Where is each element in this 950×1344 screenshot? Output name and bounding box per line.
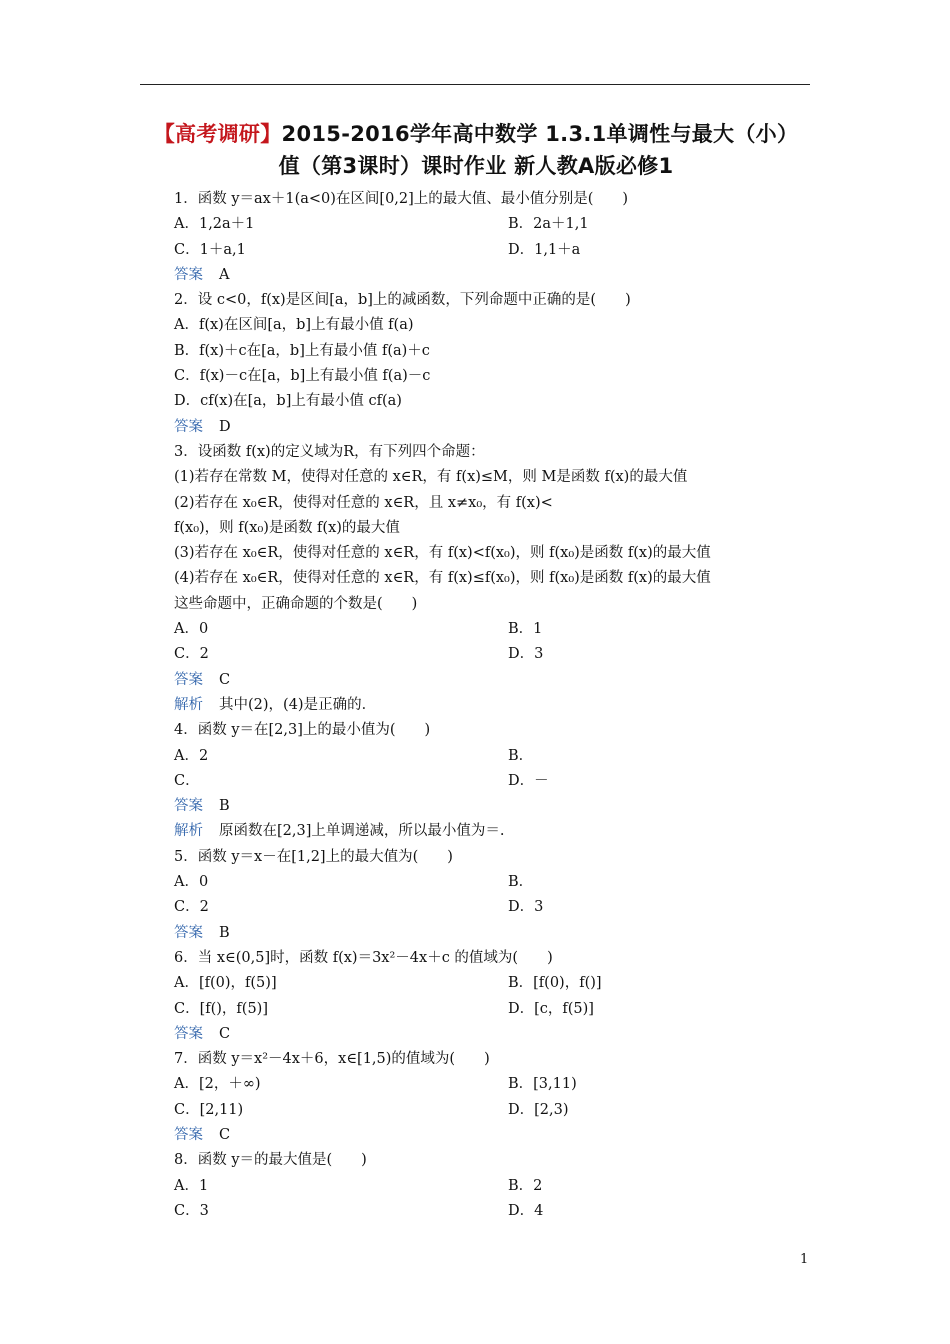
q4-options-cd	[174, 769, 810, 794]
q7-answer-value: C	[219, 1126, 231, 1143]
q8-option-d: D．4	[508, 1202, 544, 1219]
q8-options-cd	[174, 1199, 810, 1224]
q2-stem: 2．设 c<0，f(x)是区间[a，b]上的减函数，下列命题中正确的是( )	[174, 292, 631, 309]
q3-options-ab	[174, 617, 810, 642]
q6-stem: 6．当 x∈(0,5]时，函数 f(x)＝3x²－4x＋c 的值域为( )	[174, 949, 553, 966]
q6-options-ab	[174, 971, 810, 996]
q4-answer	[174, 794, 810, 819]
q7-option-c: C．[2,11)	[174, 1101, 244, 1118]
q4-stem: 4．函数 y＝在[2,3]上的最小值为( )	[174, 722, 431, 739]
q2-option-d: D．cf(x)在[a，b]上有最小值 cf(a)	[174, 393, 402, 410]
q5-option-d: D．3	[508, 899, 544, 916]
q3-answer	[174, 668, 810, 693]
q8-stem: 8．函数 y＝的最大值是( )	[174, 1152, 367, 1169]
q7-option-d: D．[2,3)	[508, 1101, 569, 1118]
q3-option-c: C．2	[174, 646, 209, 663]
answer-label: 答案	[174, 1025, 203, 1042]
exercise-content	[174, 187, 810, 1224]
answer-label: 答案	[174, 671, 203, 688]
analysis-label: 解析	[174, 823, 203, 840]
title-line-1	[140, 118, 812, 150]
page-title	[140, 118, 812, 182]
q3-stem: 3．设函数 f(x)的定义域为R，有下列四个命题：	[174, 443, 485, 460]
q6-options-cd	[174, 997, 810, 1022]
q8-options-ab	[174, 1174, 810, 1199]
q8-option-c: C．3	[174, 1202, 209, 1219]
q3-proposition-1: (1)若存在常数 M，使得对任意的 x∈R，有 f(x)≤M，则 M是函数 f(x)的最大值	[174, 469, 688, 486]
q3-option-d: D．3	[508, 646, 544, 663]
title-tag: 【高考调研】	[153, 122, 282, 146]
q7-options-cd	[174, 1098, 810, 1123]
answer-label: 答案	[174, 798, 203, 815]
answer-label: 答案	[174, 266, 203, 283]
q4-option-a: A．2	[174, 747, 209, 764]
answer-label: 答案	[174, 1126, 203, 1143]
q3-answer-value: C	[219, 671, 231, 688]
q7-option-a: A．[2，＋∞)	[174, 1076, 261, 1093]
q6-option-a: A．[f(0)，f(5)]	[174, 975, 277, 992]
q7-option-b: B．[3,11)	[508, 1076, 577, 1093]
title-line-1-text: 2015-2016学年高中数学 1.3.1单调性与最大（小）	[281, 122, 799, 146]
q5-stem: 5．函数 y＝x－在[1,2]上的最大值为( )	[174, 848, 453, 865]
q3-proposition-4: (4)若存在 x₀∈R，使得对任意的 x∈R，有 f(x)≤f(x₀)，则 f(x₀)是函数 f(x)的最大值	[174, 570, 711, 587]
answer-label: 答案	[174, 924, 203, 941]
q5-options-ab	[174, 870, 810, 895]
q2-option-a: A．f(x)在区间[a，b]上有最小值 f(a)	[174, 317, 414, 334]
q3-options-cd	[174, 642, 810, 667]
q1-option-d: D．1,1＋a	[508, 241, 581, 258]
q2-option-b: B．f(x)＋c在[a，b]上有最小值 f(a)＋c	[174, 342, 430, 359]
q1-options-ab	[174, 212, 810, 237]
page-number: 1	[800, 1252, 809, 1267]
q2-answer	[174, 415, 810, 440]
answer-label: 答案	[174, 418, 203, 435]
header-rule	[140, 84, 810, 85]
q7-stem: 7．函数 y＝x²－4x＋6，x∈[1,5)的值域为( )	[174, 1051, 490, 1068]
q5-answer	[174, 921, 810, 946]
q4-option-d: D．－	[508, 772, 549, 789]
title-line-2: 值（第3课时）课时作业 新人教A版必修1	[278, 154, 674, 178]
q1-stem: 1．函数 y＝ax＋1(a<0)在区间[0,2]上的最大值、最小值分别是( )	[174, 191, 629, 207]
q2-answer-value: D	[219, 418, 231, 435]
q8-option-a: A．1	[174, 1177, 209, 1194]
q3-option-a: A．0	[174, 621, 209, 638]
q2-option-c: C．f(x)－c在[a，b]上有最小值 f(a)－c	[174, 368, 431, 385]
q1-option-a: A．1,2a＋1	[174, 216, 255, 233]
q3-proposition-2b: f(x₀)，则 f(x₀)是函数 f(x)的最大值	[174, 519, 400, 536]
q7-answer	[174, 1123, 810, 1148]
q3-proposition-3: (3)若存在 x₀∈R，使得对任意的 x∈R，有 f(x)<f(x₀)，则 f(x₀)是函数 f(x)的最大值	[174, 545, 711, 562]
q5-option-c: C．2	[174, 899, 209, 916]
q4-options-ab	[174, 744, 810, 769]
q4-answer-value: B	[219, 798, 230, 815]
q5-option-a: A．0	[174, 874, 209, 891]
q3-ask: 这些命题中，正确命题的个数是( )	[174, 595, 418, 612]
q7-options-ab	[174, 1072, 810, 1097]
q6-option-c: C．[f()，f(5)]	[174, 1000, 268, 1017]
q6-answer	[174, 1022, 810, 1047]
q4-option-b: B．	[508, 747, 534, 764]
q8-option-b: B．2	[508, 1177, 543, 1194]
q4-analysis	[174, 819, 810, 844]
q4-analysis-text: 原函数在[2,3]上单调递减，所以最小值为＝.	[219, 823, 505, 840]
q1-option-c: C．1＋a,1	[174, 241, 246, 258]
q3-analysis	[174, 693, 810, 718]
q1-option-b: B．2a＋1,1	[508, 216, 589, 233]
q6-answer-value: C	[219, 1025, 231, 1042]
q1-answer-value: A	[219, 266, 230, 283]
q3-analysis-text: 其中(2)，(4)是正确的．	[219, 696, 377, 713]
q3-proposition-2a: (2)若存在 x₀∈R，使得对任意的 x∈R，且 x≠x₀，有 f(x)<	[174, 494, 553, 511]
q3-option-b: B．1	[508, 621, 543, 638]
analysis-label: 解析	[174, 696, 203, 713]
q4-option-c: C．	[174, 772, 200, 789]
q1-options-cd	[174, 238, 810, 263]
q5-option-b: B．	[508, 874, 534, 891]
q1-answer	[174, 263, 810, 288]
q5-answer-value: B	[219, 924, 230, 941]
q6-option-d: D．[c，f(5)]	[508, 1000, 594, 1017]
q5-options-cd	[174, 895, 810, 920]
q6-option-b: B．[f(0)，f()]	[508, 975, 602, 992]
